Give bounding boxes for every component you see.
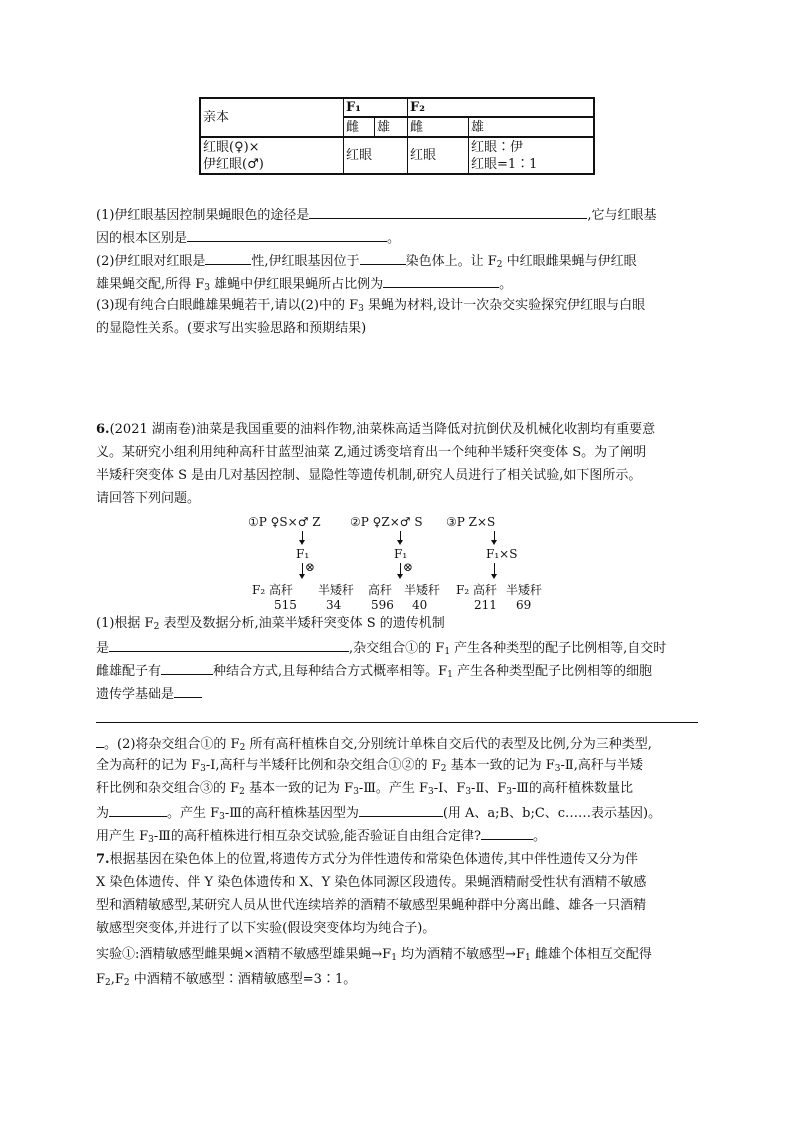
q5-part3-line2: 的显隐性关系。(要求写出实验思路和预期结果) bbox=[96, 321, 367, 336]
answer-rule[interactable] bbox=[96, 722, 698, 723]
q6-part2-line5: 用产生 $F_3-Ⅲ$的高秆植株进行相互杂交试验,能否验证自由组合定律? 。 bbox=[96, 825, 546, 847]
q7-experiment-line2: $F_2,F_2$ 中酒精不敏感型∶酒精敏感型=3∶1。 bbox=[96, 972, 357, 988]
f2-female-value: 红眼 bbox=[408, 137, 469, 174]
q6-intro-line2: 义。某研究小组利用纯种高秆甘蓝型油菜 Z,通过诱变培育出一个纯种半矮秆突变体 S。为了阐明 bbox=[96, 445, 647, 460]
cross1-f2-label: F₂ 高秆 bbox=[252, 583, 293, 597]
arrow-head bbox=[299, 540, 305, 545]
cross-result-table bbox=[199, 97, 595, 175]
q5-part2-line1: (2)伊红眼对红眼是 性,伊红眼基因位于 染色体上。让 $F_2$ 中红眼雌果蝇与伊红眼 bbox=[96, 250, 637, 272]
q6-intro-line4: 请回答下列问题。 bbox=[96, 491, 201, 506]
answer-blank[interactable] bbox=[359, 802, 443, 817]
cross1-semi-count: 34 bbox=[326, 598, 342, 612]
arrow-head bbox=[397, 574, 403, 579]
header-f1: F₁ bbox=[344, 98, 408, 117]
q7-line4: 敏感型突变体,并进行了以下实验(假设突变体均为纯合子)。 bbox=[96, 921, 436, 936]
parent-line-a: 红眼(♀)× bbox=[203, 139, 260, 155]
cross2-f1: F₁ bbox=[394, 547, 408, 561]
header-f2-male: 雄 bbox=[469, 117, 595, 137]
q6-part1-line4: 遗传学基础是 bbox=[96, 683, 202, 705]
cross1-semi-label: 半矮秆 bbox=[318, 583, 355, 597]
arrow-head bbox=[491, 574, 497, 579]
cross3-semi-label: 半矮秆 bbox=[506, 583, 543, 597]
cross2-semi-label: 半矮秆 bbox=[404, 583, 441, 597]
cross2-parents: ②P ♀Z×♂ S bbox=[350, 515, 423, 529]
cross3-tall-count: 211 bbox=[474, 598, 497, 612]
cross1-parents: ①P ♀S×♂ Z bbox=[248, 515, 321, 529]
q6-part1-line1: (1)根据 $F_2$ 表型及数据分析,油菜半矮秆突变体 S 的遗传机制 bbox=[96, 616, 445, 632]
arrow-head bbox=[397, 540, 403, 545]
selfing-icon: ⊗ bbox=[305, 560, 316, 574]
header-f2-female: 雌 bbox=[408, 117, 469, 137]
cross1-f1: F₁ bbox=[296, 547, 310, 561]
answer-blank[interactable] bbox=[161, 660, 213, 675]
q5-part2-line2: 雄果蝇交配,所得 $F_3$ 雄蝇中伊红眼果蝇所占比例为 。 bbox=[96, 273, 512, 295]
header-f2: F₂ bbox=[408, 98, 595, 117]
q7-line3: 型和酒精敏感型,某研究人员从世代连续培养的酒精不敏感型果蝇种群中分离出雌、雄各一只酒精 bbox=[96, 898, 647, 913]
q6-part2-line2: 全为高秆的记为 $F_3-Ⅰ$,高秆与半矮秆比例和杂交组合①②的 $F_2$ 基本一致的记为 $F_3-Ⅱ$,高秆与半矮 bbox=[96, 758, 643, 774]
q5-part3-line1: (3)现有纯合白眼雌雄果蝇若干,请以(2)中的 $F_3$ 果蝇为材料,设计一次杂交实验探究伊红眼与白眼 bbox=[96, 298, 646, 314]
selfing-icon: ⊗ bbox=[403, 560, 414, 574]
question-number: 6. bbox=[96, 422, 110, 437]
cross3-semi-count: 69 bbox=[516, 598, 532, 612]
q6-intro-line3: 半矮秆突变体 S 是由几对基因控制、显隐性等遗传机制,研究人员进行了相关试验,如下图所示。 bbox=[96, 468, 642, 483]
answer-blank[interactable] bbox=[481, 825, 533, 840]
answer-blank[interactable] bbox=[96, 733, 104, 748]
arrow-head bbox=[299, 574, 305, 579]
q7-experiment-line1: 实验①:酒精敏感型雌果蝇×酒精不敏感型雄果蝇$\to F_1$ 均为酒精不敏感型$\to F_1$ 雌雄个体相互交配得 bbox=[96, 947, 652, 963]
answer-blank[interactable] bbox=[109, 637, 349, 652]
parent-cell bbox=[200, 137, 344, 174]
answer-blank[interactable] bbox=[383, 273, 499, 288]
answer-blank[interactable] bbox=[309, 204, 587, 219]
f1-value: 红眼 bbox=[344, 137, 408, 174]
f2-male-line-b: 红眼=1∶1 bbox=[471, 156, 538, 172]
cross2-semi-count: 40 bbox=[412, 598, 428, 612]
q5-part1-line1: (1)伊红眼基因控制果蝇眼色的途径是 ,它与红眼基 bbox=[96, 204, 657, 226]
question-number: 7. bbox=[96, 852, 110, 867]
q6-intro-line1: 6.(2021 湖南卷)油菜是我国重要的油料作物,油菜株高适当降低对抗倒伏及机械化收割均有重要意 bbox=[96, 422, 656, 437]
cross3-f1-backcross: F₁×S bbox=[486, 547, 518, 561]
cross1-tall-count: 515 bbox=[274, 598, 297, 612]
q7-line1: 7.根据基因在染色体上的位置,将遗传方式分为伴性遗传和常染色体遗传,其中伴性遗传又分为伴 bbox=[96, 852, 638, 867]
q6-part2-line4: 为 。产生 $F_3-Ⅲ$的高秆植株基因型为 (用 A、a;B、b;C、c……表示基因)。 bbox=[96, 802, 661, 824]
answer-blank[interactable] bbox=[174, 683, 202, 698]
q7-line2: X 染色体遗传、伴 Y 染色体遗传和 X、Y 染色体同源区段遗传。果蝇酒精耐受性状有酒精不敏感 bbox=[96, 875, 647, 890]
q5-part1-line2: 因的根本区别是 。 bbox=[96, 227, 400, 249]
header-f1-female: 雌 bbox=[344, 117, 375, 137]
q6-part2-line1: 。(2)将杂交组合①的 $F_2$ 所有高秆植株自交,分别统计单株自交后代的表型及比例,分为三种类型, bbox=[96, 733, 652, 755]
header-f1-male: 雄 bbox=[375, 117, 408, 137]
parent-line-b: 伊红眼(♂) bbox=[203, 156, 264, 172]
answer-blank[interactable] bbox=[360, 250, 406, 265]
arrow-head bbox=[491, 540, 497, 545]
q6-part1-line3: 雌雄配子有 种结合方式,且每种结合方式概率相等。$F_1$ 产生各种类型配子比例相等的细胞 bbox=[96, 660, 652, 682]
answer-blank[interactable] bbox=[205, 250, 251, 265]
cross2-tall-count: 596 bbox=[371, 598, 394, 612]
header-parent: 亲本 bbox=[200, 98, 344, 137]
cross3-f2-label: F₂ 高秆 bbox=[456, 583, 497, 597]
cross3-parents: ③P Z×S bbox=[446, 515, 496, 529]
q6-part1-line2: 是 ,杂交组合①的 $F_1$ 产生各种类型的配子比例相等,自交时 bbox=[96, 637, 666, 659]
cross2-tall-label: 高秆 bbox=[368, 583, 393, 597]
q6-part2-line3: 秆比例和杂交组合③的 $F_2$ 基本一致的记为 $F_3-Ⅲ$。产生 $F_3-Ⅰ$、$F_3-Ⅱ$、$F_3-Ⅲ$的高秆植株数量比 bbox=[96, 781, 633, 797]
answer-blank[interactable] bbox=[109, 802, 167, 817]
f2-male-value bbox=[469, 137, 595, 174]
answer-blank[interactable] bbox=[187, 227, 387, 242]
f2-male-line-a: 红眼∶伊 bbox=[471, 139, 524, 155]
